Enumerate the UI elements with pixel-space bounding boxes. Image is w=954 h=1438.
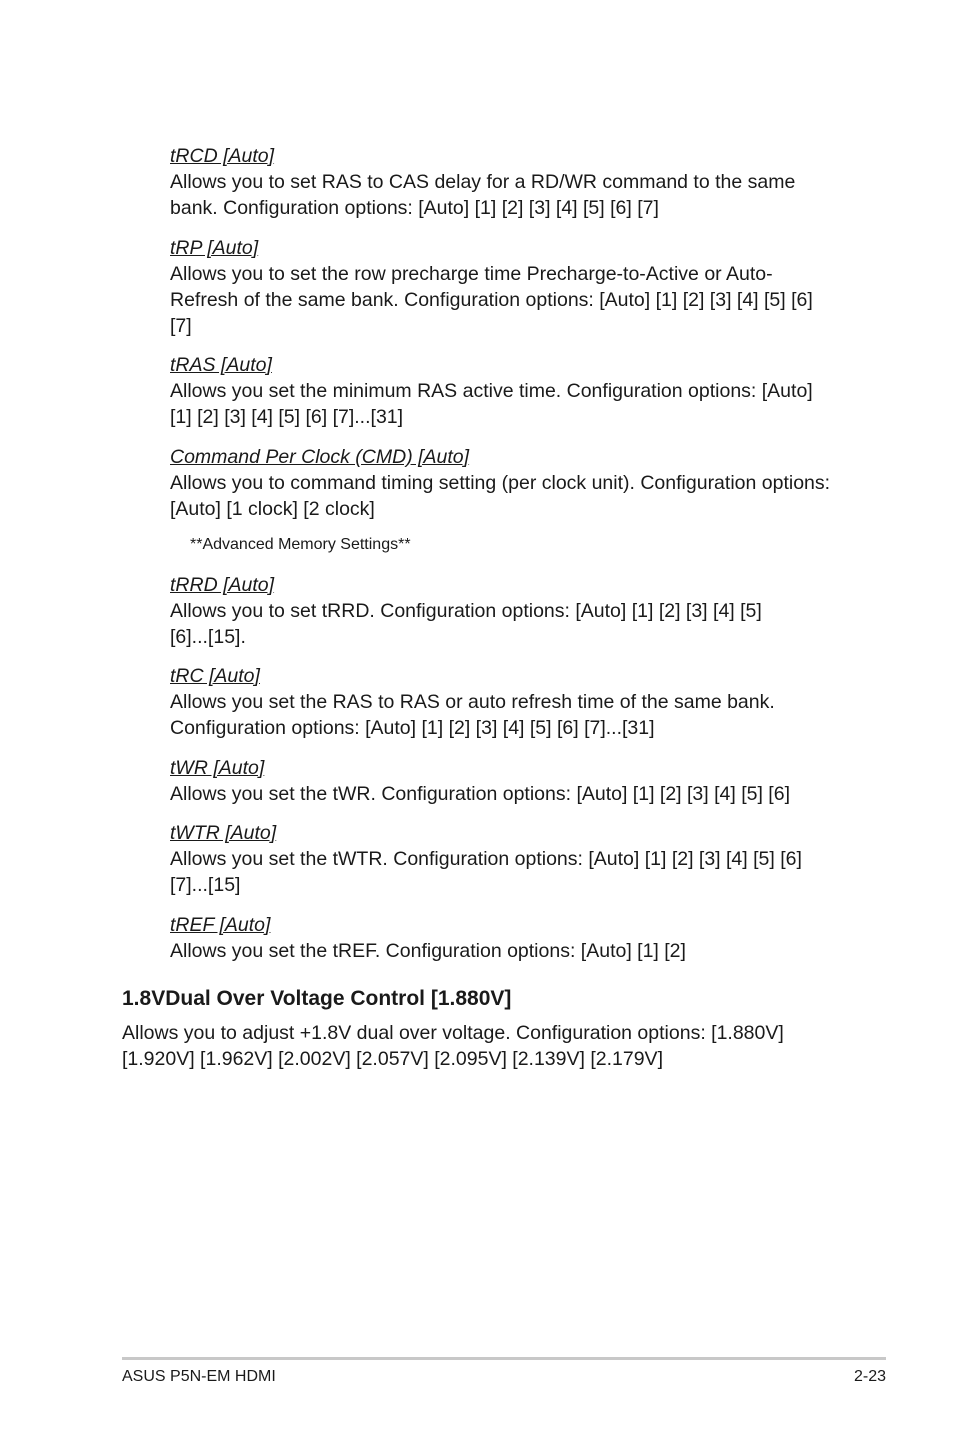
- setting-trc: [170, 663, 850, 741]
- setting-description: Allows you to command timing setting (per clock unit). Configuration options: [Auto] [1 clock] [2 clock]: [170, 472, 831, 520]
- footer-divider: [122, 1357, 886, 1360]
- setting-trp: [170, 235, 850, 339]
- setting-title: tRRD [Auto]: [170, 574, 275, 596]
- setting-description: Allows you set the tREF. Configuration options: [Auto] [1] [2]: [170, 940, 686, 962]
- setting-twr: [170, 755, 850, 807]
- setting-title: tWTR [Auto]: [170, 822, 277, 844]
- setting-description: Allows you to set RAS to CAS delay for a RD/WR command to the same bank. Configuration options: [Auto] [1] [2] [3] [4] [5] [6] [7]: [170, 171, 796, 219]
- setting-description: Allows you to set tRRD. Configuration options: [Auto] [1] [2] [3] [4] [5] [6]...[15].: [170, 600, 762, 648]
- setting-tras: [170, 352, 850, 430]
- footer-product-name: ASUS P5N-EM HDMI: [122, 1368, 276, 1385]
- setting-description: Allows you set the RAS to RAS or auto refresh time of the same bank. Configuration options: [Auto] [1] [2] [3] [4] [5] [6] [7]...[31]: [170, 691, 775, 739]
- setting-title: Command Per Clock (CMD) [Auto]: [170, 446, 470, 468]
- setting-title: tWR [Auto]: [170, 757, 265, 779]
- setting-description: Allows you set the tWTR. Configuration options: [Auto] [1] [2] [3] [4] [5] [6] [7]...[15]: [170, 848, 802, 896]
- setting-title: tRAS [Auto]: [170, 354, 272, 376]
- setting-title: tRCD [Auto]: [170, 145, 275, 167]
- footer-page-number: 2-23: [853, 1368, 886, 1385]
- section-description: Allows you to adjust +1.8V dual over voltage. Configuration options: [1.880V] [1.920V] [1.962V] [2.002V] [2.057V] [2.095V] [2.139V] [2.179V]: [122, 1022, 784, 1070]
- advanced-memory-settings-note: **Advanced Memory Settings**: [190, 536, 411, 553]
- section-heading: 1.8VDual Over Voltage Control [1.880V]: [122, 987, 512, 1010]
- setting-tref: [170, 912, 850, 964]
- setting-title: tRC [Auto]: [170, 665, 260, 687]
- setting-title: tREF [Auto]: [170, 914, 271, 936]
- setting-description: Allows you set the minimum RAS active time. Configuration options: [Auto] [1] [2] [3] [4] [5] [6] [7]...[31]: [170, 380, 813, 428]
- setting-trrd: [170, 572, 850, 650]
- setting-description: Allows you to set the row precharge time Precharge-to-Active or Auto-Refresh of the same bank. Configuration options: [Auto] [1] [2] [3] [4] [5] [6] [7]: [170, 263, 813, 337]
- setting-twtr: [170, 820, 850, 898]
- setting-description: Allows you set the tWR. Configuration options: [Auto] [1] [2] [3] [4] [5] [6]: [170, 783, 790, 805]
- setting-trcd: [170, 143, 850, 221]
- setting-title: tRP [Auto]: [170, 237, 259, 259]
- setting-command-per-clock: [170, 444, 850, 522]
